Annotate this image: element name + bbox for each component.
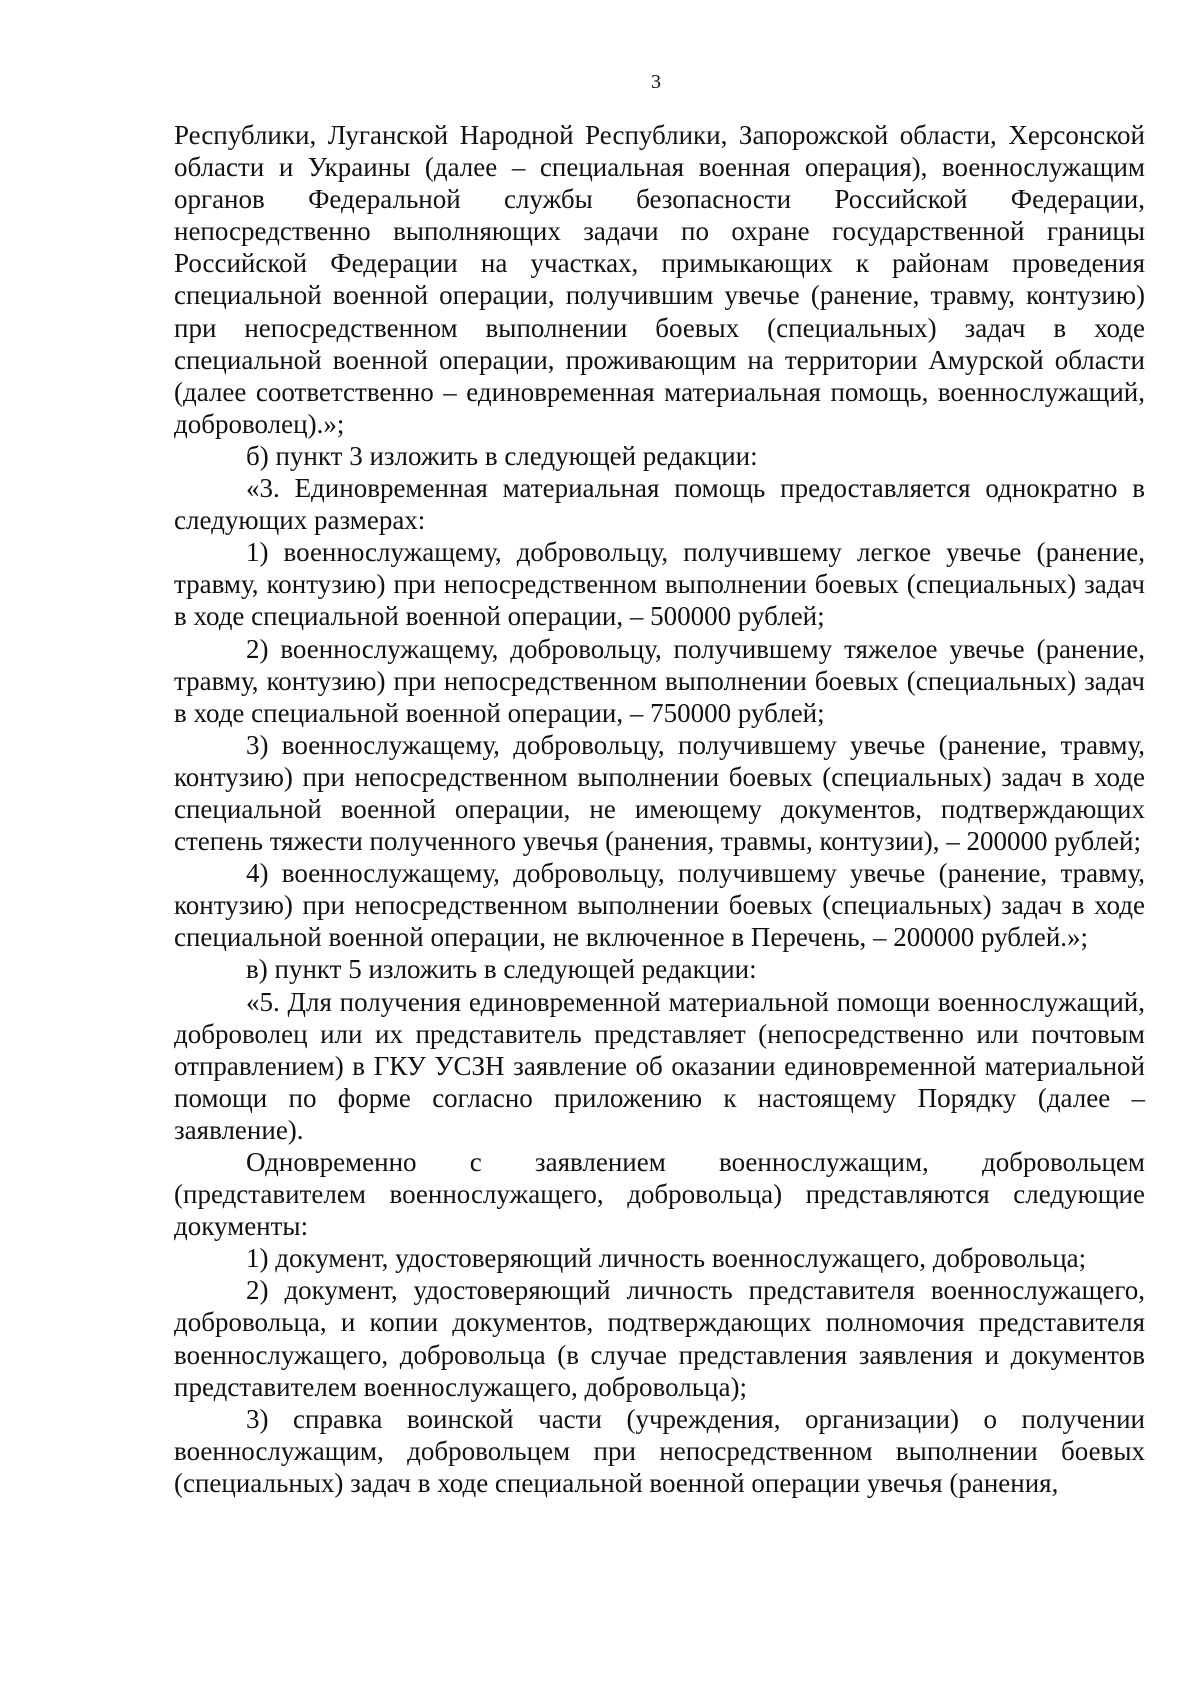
page-number: 3 xyxy=(651,71,661,93)
document-list-item-2: 2) документ, удостоверяющий личность представителя военнослужащего, добровольца, и копии документов, подтверждающих полномочия представителя военнослужащего, добровольца (в случае представления заявления и документов представителем военнослужащего, добровольца); xyxy=(174,1275,1145,1402)
list-item-2: 2) военнослужащему, добровольцу, получившему тяжелое увечье (ранение, травму, контузию) при непосредственном выполнении боевых (специальных) задач в ходе специальной военной операции, – 750000 рублей; xyxy=(174,633,1145,728)
paragraph-point-5: «5. Для получения единовременной материальной помощи военнослужащий, доброволец или их представитель представляет (непосредственно или почтовым отправлением) в ГКУ УСЗН заявление об оказании единовременной материальной помощи по форме согласно приложению к настоящему Порядку (далее – заявление). xyxy=(174,986,1145,1145)
paragraph-amendment-v: в) пункт 5 изложить в следующей редакции: xyxy=(246,954,757,985)
paragraph-amendment-b: б) пункт 3 изложить в следующей редакции: xyxy=(246,440,758,471)
list-item-4: 4) военнослужащему, добровольцу, получившему увечье (ранение, травму, контузию) при непосредственном выполнении боевых (специальных) задач в ходе специальной военной операции, не включенное в Перечень, – 200000 рублей.»; xyxy=(174,858,1145,953)
document-list-item-1: 1) документ, удостоверяющий личность военнослужащего, добровольца; xyxy=(246,1243,1087,1274)
paragraph-documents-intro: Одновременно с заявлением военнослужащим, добровольцем (представителем военнослужащего, добровольца) представляются следующие документы: xyxy=(174,1147,1145,1242)
paragraph-point-3: «3. Единовременная материальная помощь предоставляется однократно в следующих размерах: xyxy=(174,473,1145,536)
document-body xyxy=(174,119,1145,1499)
paragraph-continuation: Республики, Луганской Народной Республики, Запорожской области, Херсонской области и Украины (далее – специальная военная операция), военнослужащим органов Федеральной службы безопасности Российской Федерации, непосредственно выполняющих задачи по охране государственной границы Российской Федерации на участках, примыкающих к районам проведения специальной военной операции, получившим увечье (ранение, травму, контузию) при непосредственном выполнении боевых (специальных) задач в ходе специальной военной операции, проживающим на территории Амурской области (далее соответственно – единовременная материальная помощь, военнослужащий, доброволец).»; xyxy=(174,120,1145,439)
list-item-3: 3) военнослужащему, добровольцу, получившему увечье (ранение, травму, контузию) при непосредственном выполнении боевых (специальных) задач в ходе специальной военной операции, не имеющему документов, подтверждающих степень тяжести полученного увечья (ранения, травмы, контузии), – 200000 рублей; xyxy=(174,729,1145,857)
list-item-1: 1) военнослужащему, добровольцу, получившему легкое увечье (ранение, травму, контузию) при непосредственном выполнении боевых (специальных) задач в ходе специальной военной операции, – 500000 рублей; xyxy=(174,537,1145,632)
document-list-item-3: 3) справка воинской части (учреждения, организации) о получении военнослужащим, добровольцем при непосредственном выполнении боевых (специальных) задач в ходе специальной военной операции увечья (ранения, xyxy=(174,1403,1145,1498)
